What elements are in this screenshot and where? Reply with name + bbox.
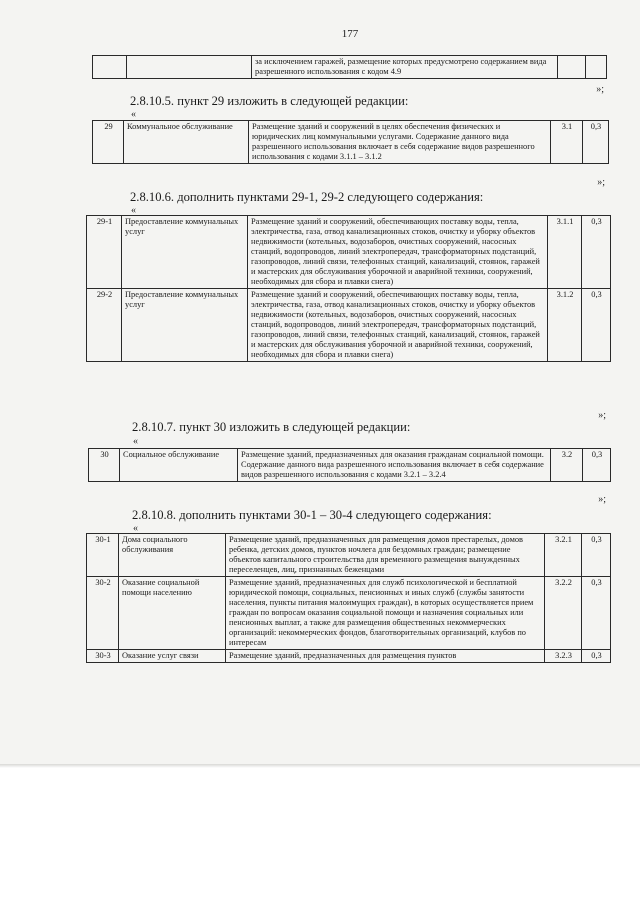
- cell-value: 0,3: [583, 449, 611, 482]
- table-row: [87, 577, 611, 650]
- cell-name: Оказание социальной помощи населению: [119, 577, 226, 650]
- open-quote: «: [131, 109, 136, 120]
- cell-value: 0,3: [582, 534, 611, 577]
- continuation-table: [92, 55, 607, 79]
- cell-description: Размещение зданий, предназначенных для оказания гражданам социальной помощи. Содержание данного вида разрешенного использования включает в себя содержание видов разрешенного использования с кодами 3.2.1 – 3.2.4: [238, 449, 551, 482]
- cell-name: Дома социального обслуживания: [119, 534, 226, 577]
- section-heading: 2.8.10.7. пункт 30 изложить в следующей редакции:: [132, 420, 411, 434]
- cell-ref: 3.1: [551, 121, 583, 164]
- cell-description: Размещение зданий и сооружений, обеспечивающих поставку воды, тепла, электричества, газа, отвод канализационных стоков, очистку и уборку объектов недвижимости (котельных, водозаборов, очистных сооружений, насосных станций, водопроводов, линий электропередач, трансформаторных подстанций, газопроводов, линий связи, телефонных станций, канализаций, стоянок, гаражей и мастерских для обслуживания уборочной и аварийной техники, сооружений, необходимых для сбора и плавки снега): [248, 216, 548, 289]
- section-table: [92, 120, 609, 164]
- cell-description: Размещение зданий, предназначенных для служб психологической и бесплатной юридической помощи, социальных, пенсионных и иных служб (службы занятости населения, пункты питания малоимущих граждан), в которых осуществляется прием граждан по вопросам оказания социальной помощи и назначения социальных или пенсионных выплат, а также для размещения общественных некоммерческих организаций: некоммерческих фондов, благотворительных организаций, клубов по интересам: [226, 577, 545, 650]
- cell-ref: 3.2: [551, 449, 583, 482]
- section-table: [86, 215, 611, 362]
- section-table: [86, 533, 611, 663]
- cell-value: 0,3: [582, 289, 611, 362]
- open-quote: «: [133, 436, 138, 447]
- cell-ref: 3.1.2: [548, 289, 582, 362]
- cell-code: 30-1: [87, 534, 119, 577]
- closing-quote: »;: [596, 84, 604, 95]
- cell-code: 29-2: [87, 289, 122, 362]
- section-heading: 2.8.10.8. дополнить пунктами 30-1 – 30-4 следующего содержания:: [132, 508, 492, 522]
- table-row: [93, 56, 607, 79]
- cell-name: Предоставление коммунальных услуг: [122, 289, 248, 362]
- table-row: [87, 216, 611, 289]
- cell-ref: 3.2.1: [545, 534, 582, 577]
- cell-code: 30: [89, 449, 120, 482]
- table-row: [93, 121, 609, 164]
- cell-code: 30-3: [87, 650, 119, 663]
- cell-code: 30-2: [87, 577, 119, 650]
- cell-code: [93, 56, 127, 79]
- open-quote: «: [131, 205, 136, 216]
- closing-quote: »;: [598, 494, 606, 505]
- cell-name: Предоставление коммунальных услуг: [122, 216, 248, 289]
- cell-value: [586, 56, 607, 79]
- cell-ref: 3.1.1: [548, 216, 582, 289]
- table-row: [89, 449, 611, 482]
- cell-description: Размещение зданий и сооружений в целях обеспечения физических и юридических лиц коммунальными услугами. Содержание данного вида разрешенного использования включает в себя содержание видов разрешенного использования с кодами 3.1.1 – 3.1.2: [249, 121, 551, 164]
- cell-code: 29: [93, 121, 124, 164]
- cell-description: Размещение зданий, предназначенных для размещения пунктов: [226, 650, 545, 663]
- closing-quote: »;: [597, 177, 605, 188]
- cell-name: Социальное обслуживание: [120, 449, 238, 482]
- cell-value: 0,3: [582, 577, 611, 650]
- open-quote: «: [133, 523, 138, 534]
- cell-name: Коммунальное обслуживание: [124, 121, 249, 164]
- cell-name: Оказание услуг связи: [119, 650, 226, 663]
- section-heading: 2.8.10.6. дополнить пунктами 29-1, 29-2 следующего содержания:: [130, 190, 484, 204]
- cell-name: [127, 56, 252, 79]
- closing-quote: »;: [598, 410, 606, 421]
- cell-value: 0,3: [582, 650, 611, 663]
- cell-description: Размещение зданий и сооружений, обеспечивающих поставку воды, тепла, электричества, газа, отвод канализационных стоков, очистку и уборку объектов недвижимости (котельных, водозаборов, очистных сооружений, насосных станций, водопроводов, линий электропередач, трансформаторных подстанций, газопроводов, линий связи, телефонных станций, канализаций, стоянок, гаражей и мастерских для обслуживания уборочной и аварийной техники, сооружений, необходимых для сбора и плавки снега): [248, 289, 548, 362]
- cell-ref: [558, 56, 586, 79]
- cell-value: 0,3: [582, 216, 611, 289]
- cell-code: 29-1: [87, 216, 122, 289]
- table-row: [87, 534, 611, 577]
- page-number: 177: [341, 28, 359, 40]
- scan-edge: [0, 764, 640, 768]
- cell-description: за исключением гаражей, размещение которых предусмотрено содержанием вида разрешенного использования с кодом 4.9: [252, 56, 558, 79]
- table-row: [87, 289, 611, 362]
- cell-description: Размещение зданий, предназначенных для размещения домов престарелых, домов ребенка, детских домов, пунктов ночлега для бездомных граждан; размещение объектов капитального строительства для временного размещения вынужденных переселенцев, лиц, признанных беженцами: [226, 534, 545, 577]
- table-row: [87, 650, 611, 663]
- cell-ref: 3.2.3: [545, 650, 582, 663]
- cell-value: 0,3: [583, 121, 609, 164]
- section-heading: 2.8.10.5. пункт 29 изложить в следующей редакции:: [130, 94, 409, 108]
- cell-ref: 3.2.2: [545, 577, 582, 650]
- section-table: [88, 448, 611, 482]
